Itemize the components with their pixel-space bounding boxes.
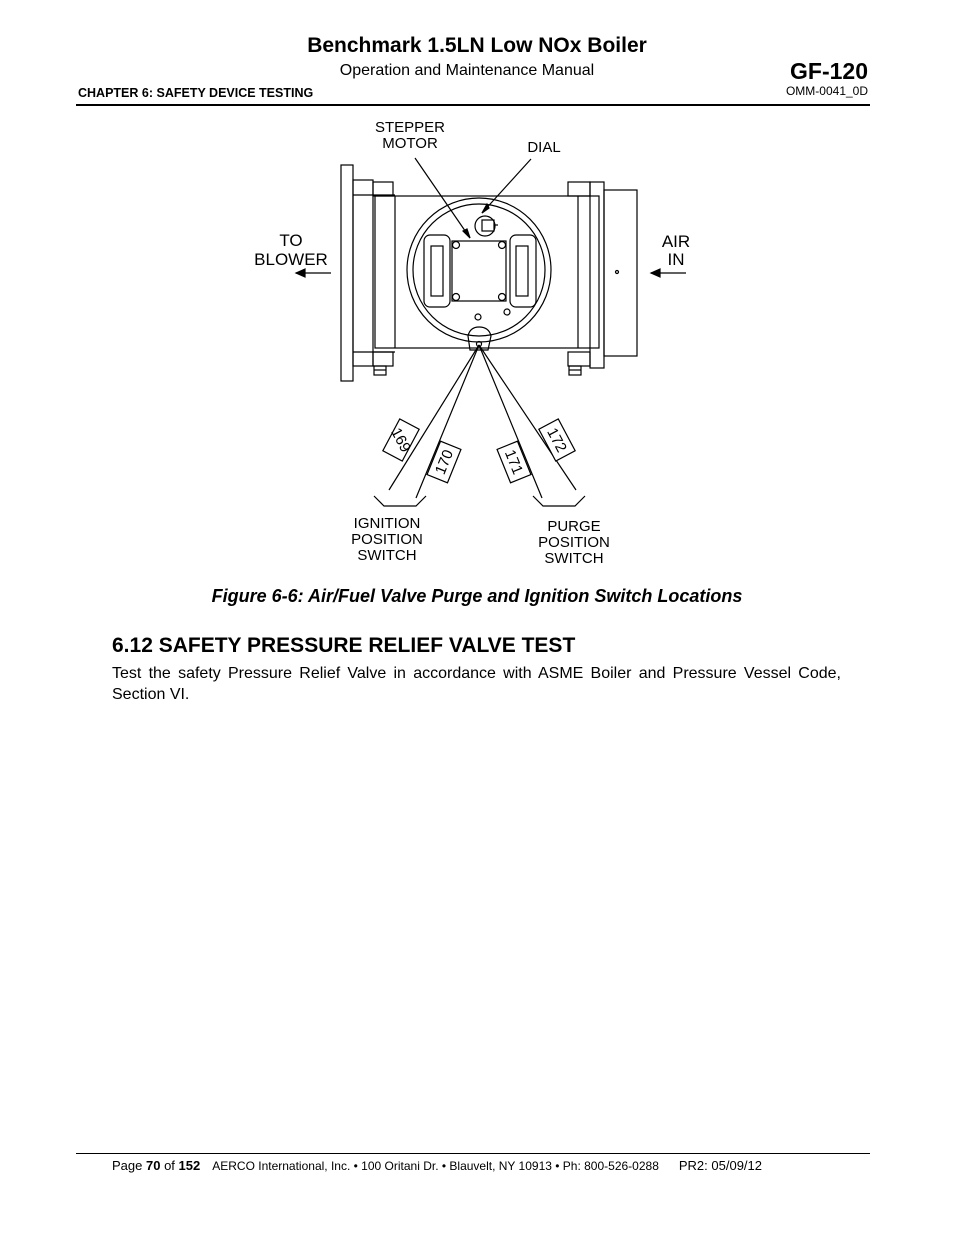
air-in-label: AIR IN [661, 232, 691, 269]
wire-number-169: 169 [387, 425, 414, 456]
footer-rule [76, 1153, 870, 1154]
company-address: AERCO International, Inc. • 100 Oritani Dr. • Blauvelt, NY 10913 • Ph: 800-526-0288 [212, 1159, 659, 1173]
document-subtitle: Operation and Maintenance Manual [339, 62, 595, 79]
chapter-heading: CHAPTER 6: SAFETY DEVICE TESTING [78, 86, 314, 100]
wire-number-172: 172 [543, 425, 570, 456]
wire-number-170: 170 [431, 447, 458, 477]
to-blower-label: TO BLOWER [254, 231, 328, 269]
purge-switch-label: PURGE POSITION SWITCH [538, 518, 610, 567]
dial [475, 216, 495, 236]
document-number: OMM-0041_0D [785, 84, 868, 98]
stepper-motor-label: STEPPER MOTOR [374, 119, 446, 152]
valve-diagram [0, 0, 954, 580]
section-paragraph: Test the safety Pressure Relief Valve in accordance with ASME Boiler and Pressure Vessel Code, Section VI. [112, 665, 841, 703]
page-total: 152 [178, 1158, 201, 1173]
right-flange [590, 182, 604, 368]
wire-number-171: 171 [500, 447, 527, 477]
section-heading: 6.12 SAFETY PRESSURE RELIEF VALVE TEST [112, 634, 576, 657]
page-prefix: Page [112, 1158, 146, 1173]
revision-date: PR2: 05/09/12 [678, 1158, 762, 1173]
stepper-motor [452, 241, 506, 301]
air-inlet-housing [604, 190, 637, 356]
model-code: GF-120 [790, 58, 868, 84]
figure-caption: Figure 6-6: Air/Fuel Valve Purge and Ignition Switch Locations [211, 586, 743, 606]
page-of: of [160, 1158, 179, 1173]
document-title: Benchmark 1.5LN Low NOx Boiler [307, 34, 647, 57]
page-footer [112, 1158, 762, 1173]
ignition-switch-label: IGNITION POSITION SWITCH [351, 515, 423, 564]
valve-body [375, 196, 599, 348]
left-flange [341, 165, 353, 381]
page-number: 70 [145, 1158, 161, 1173]
dial-label: DIAL [527, 139, 561, 156]
